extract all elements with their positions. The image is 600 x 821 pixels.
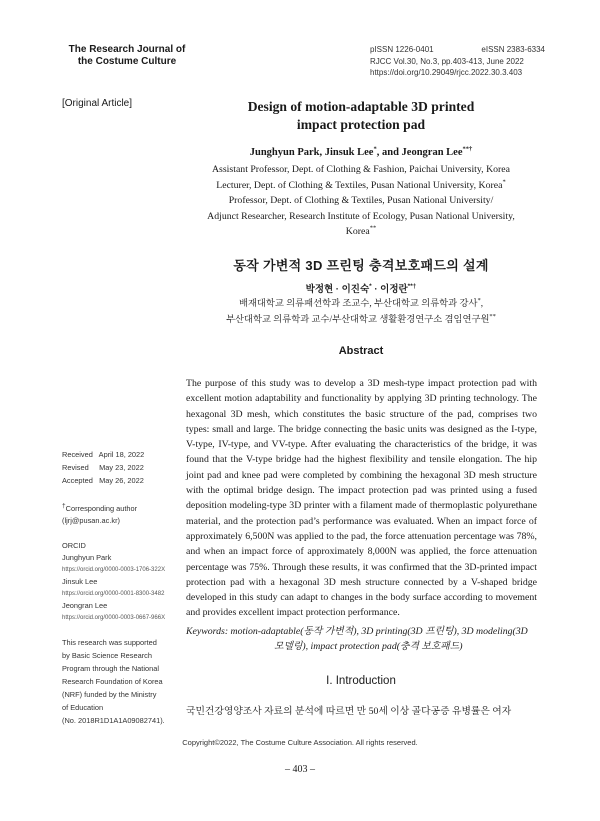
affiliation-ko-comma: , — [480, 299, 484, 309]
funding-line: of Education — [62, 703, 104, 712]
dagger-mark: † — [62, 502, 66, 510]
author-3-mark: **† — [462, 145, 473, 153]
author-ko-3-mark: **† — [407, 282, 417, 290]
accepted-date: May 26, 2022 — [99, 476, 144, 485]
affiliation-text: Korea — [345, 226, 370, 237]
revised-label: Revised — [62, 463, 89, 472]
corresponding-label: Corresponding author — [65, 504, 138, 513]
eissn: eISSN 2383-6334 — [481, 45, 545, 54]
orcid-heading: ORCID — [62, 541, 86, 550]
author-ko-2: 이진숙 — [341, 284, 370, 295]
author-separator: , and — [376, 147, 402, 158]
article-type: [Original Article] — [62, 98, 133, 109]
affiliation-ko-line — [186, 296, 536, 312]
author-ko-2-mark: * — [369, 282, 372, 290]
received-label: Received — [62, 450, 93, 459]
affiliation-mark: ** — [369, 224, 377, 232]
paper-title-korean: 동작 가변적 3D 프린팅 충격보호패드의 설계 — [233, 258, 489, 273]
article-sidebar — [62, 448, 182, 727]
title-line2: impact protection pad — [296, 117, 426, 132]
corresponding-email[interactable]: (ljrj@pusan.ac.kr) — [62, 516, 121, 525]
authors-ko — [186, 281, 536, 295]
orcid-link[interactable]: https://orcid.org/0000-0001-8300-3482 — [62, 591, 165, 597]
affiliation-ko-mark: * — [477, 296, 481, 304]
affiliation-mark: * — [502, 178, 506, 186]
author-ko-1: 박정현 — [305, 284, 334, 295]
authors-en — [186, 147, 536, 158]
funding-line: This research was supported — [62, 638, 157, 647]
page-number: – 403 – — [285, 764, 315, 775]
citation: RJCC Vol.30, No.3, pp.403-413, June 2022 — [370, 56, 524, 66]
affiliation-ko-text: 배재대학교 의류패션학과 조교수, 부산대학교 의류학과 강사 — [238, 299, 478, 309]
accepted-row — [62, 474, 182, 487]
journal-name — [62, 44, 192, 68]
affiliation-ko-text: 부산대학교 의류학과 교수/부산대학교 생활환경연구소 겸임연구원 — [226, 315, 490, 325]
orcid-link[interactable]: https://orcid.org/0000-0003-0667-966X — [62, 615, 166, 621]
author-2: Jinsuk Lee — [324, 147, 374, 158]
introduction-text: 국민건강영양조사 자료의 분석에 따르면 만 50세 이상 골다공증 유병률은 여자 — [186, 706, 512, 717]
funding-line: Program through the National — [62, 664, 159, 673]
copyright-notice: Copyright©2022, The Costume Culture Association. All rights reserved. — [182, 738, 418, 747]
section-heading: I. Introduction — [326, 675, 396, 687]
affiliation-line: Assistant Professor, Dept. of Clothing & Fashion, Paichai University, Korea — [211, 164, 510, 175]
abstract-text: The purpose of this study was to develop a 3D mesh-type impact protection pad with excellent motion adaptability and functionality by applying 3D printing technology. The hexagonal 3D mesh, which constitutes the basic structure of the pad, comprises two types: small and large. The bridge connecting the basic units was designed as the I-type, V-type, IV-type, and VV-type. After evaluating the characteristics of the bridge, it was found that the V-type bridge had the highest flexibility and tensile elongation. The hip joint pad and knee pad were completed by combining the hexagonal 3D mesh structure with the optimal bridge design. The impact protection pad was printed using a fused deposition modeling-type 3D printer with a filament made of thermoplastic polyurethane material, and the protection pad’s performance was evaluated. When an impact force of approximately 6,500N was applied to the pad, the force attenuation percentage was 78%, and when an impact force of approximately 8,000N was applied, the force attenuation percentage was 75%. Through these results, it was confirmed that the 3D-printed impact protection pad with a hexagonal 3D mesh structure connected by a V-shaped bridge developed in this study can adapt to changes in the body surface according to movement and provides excellent impact protection performance. — [186, 378, 537, 619]
orcid-name: Junghyun Park — [62, 553, 112, 562]
affiliation-line — [186, 178, 536, 194]
affiliation-ko-line — [186, 312, 536, 328]
affiliation-ko-mark: ** — [489, 312, 496, 320]
affiliations-en — [186, 162, 536, 240]
orcid-name: Jinsuk Lee — [62, 577, 98, 586]
funding-line: by Basic Science Research — [62, 651, 152, 660]
funding-line: (No. 2018R1D1A1A09082741). — [62, 716, 165, 725]
article-dates — [62, 448, 182, 487]
affiliations-ko — [186, 296, 536, 328]
funding-note — [62, 636, 182, 727]
journal-info — [370, 44, 545, 79]
accepted-label: Accepted — [62, 476, 93, 485]
journal-name-line1: The Research Journal of — [68, 44, 186, 55]
affiliation-line — [186, 224, 536, 240]
journal-name-line2: the Costume Culture — [77, 56, 177, 67]
received-date: April 18, 2022 — [98, 450, 145, 459]
doi-link[interactable]: https://doi.org/10.29049/rjcc.2022.30.3.403 — [370, 68, 523, 77]
author-1: Junghyun Park — [249, 147, 320, 158]
funding-line: (NRF) funded by the Ministry — [62, 690, 157, 699]
revised-row — [62, 461, 182, 474]
keywords-line1: Keywords: motion-adaptable(동작 가변적), 3D printing(3D 프린팅), 3D modeling(3D — [186, 626, 528, 637]
orcid-section — [62, 540, 182, 624]
received-row — [62, 448, 182, 461]
author-separator: , — [319, 147, 325, 158]
paper-title — [186, 98, 536, 134]
author-ko-separator: · — [333, 284, 342, 295]
keywords — [186, 624, 537, 654]
pissn: pISSN 1226-0401 — [370, 45, 434, 54]
title-line1: Design of motion-adaptable 3D printed — [247, 99, 475, 114]
affiliation-line: Adjunct Researcher, Research Institute of Ecology, Pusan National University, — [207, 210, 515, 222]
orcid-link[interactable]: https://orcid.org/0000-0003-1706-322X — [62, 567, 166, 573]
corresponding-label-row — [62, 503, 182, 515]
author-2-mark: * — [373, 145, 377, 153]
funding-line: Research Foundation of Korea — [62, 677, 163, 686]
author-3: Jeongran Lee — [401, 147, 463, 158]
abstract-heading: Abstract — [338, 345, 384, 357]
affiliation-text: Lecturer, Dept. of Clothing & Textiles, Pusan National University, Korea — [216, 179, 503, 191]
revised-date: May 23, 2022 — [99, 463, 144, 472]
keywords-line2: 모델링), impact protection pad(충격 보호패드) — [274, 641, 463, 652]
corresponding-author — [62, 503, 182, 527]
orcid-name: Jeongran Lee — [62, 601, 108, 610]
author-ko-3: 이정란 — [380, 284, 408, 295]
author-ko-separator: · — [371, 284, 381, 295]
affiliation-line: Professor, Dept. of Clothing & Textiles, Pusan National University/ — [228, 195, 494, 206]
